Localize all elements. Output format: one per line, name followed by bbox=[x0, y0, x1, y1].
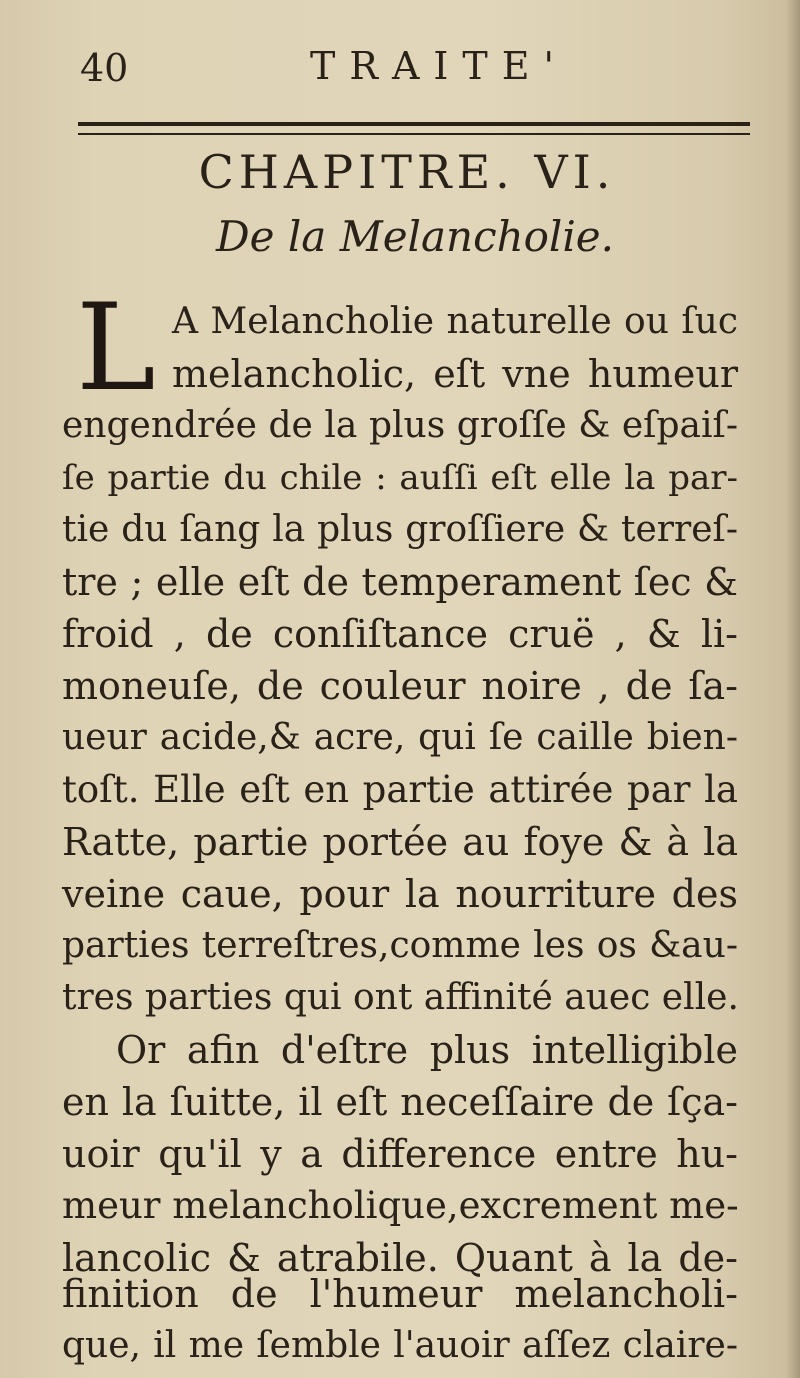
chapter-heading: CHAPITRE. VI. bbox=[198, 145, 616, 199]
text-line: lancolic & atrabile. Quant à la de- bbox=[62, 1236, 738, 1280]
text-line: moneuſe, de couleur noire , de ſa- bbox=[62, 664, 738, 708]
text-line: tres parties qui ont affinité auec elle. bbox=[62, 977, 739, 1018]
text-line: melancholic, eſt vne humeur bbox=[172, 352, 738, 396]
chapter-subtitle: De la Melancholie. bbox=[215, 212, 614, 261]
text-line: que, il me ſemble l'auoir aſſez claire- bbox=[62, 1325, 738, 1366]
text-line: finition de l'humeur melancholi- bbox=[62, 1272, 738, 1316]
text-line: engendrée de la plus groſſe & eſpaiſ- bbox=[62, 405, 738, 446]
text-line: toſt. Elle eſt en partie attirée par la bbox=[62, 768, 738, 811]
text-line: veine caue, pour la nourriture des bbox=[62, 872, 738, 916]
drop-cap: L bbox=[76, 279, 156, 418]
running-title: TRAITE' bbox=[310, 44, 568, 88]
page-number: 40 bbox=[80, 46, 129, 90]
text-line: uoir qu'il y a difference entre hu- bbox=[62, 1132, 738, 1176]
header-rule bbox=[78, 122, 750, 135]
text-line: froid , de conſiſtance cruë , & li- bbox=[62, 612, 738, 656]
text-line: Or afin d'eſtre plus intelligible bbox=[116, 1028, 738, 1072]
text-line: meur melancholique,excrement me- bbox=[62, 1184, 739, 1227]
running-head bbox=[80, 40, 740, 100]
text-line: A Melancholie naturelle ou ſuc bbox=[172, 301, 738, 342]
text-line: en la ſuitte, il eſt neceſſaire de ſça- bbox=[62, 1080, 738, 1124]
text-line: Ratte, partie portée au foye & à la bbox=[62, 820, 738, 864]
text-line: tie du ſang la plus groſſiere & terreſ- bbox=[62, 509, 738, 550]
text-line: parties terreſtres,comme les os &au- bbox=[62, 925, 738, 966]
text-line: ſe partie du chile : auſſi eſt elle la par- bbox=[62, 458, 738, 498]
text-line: tre ; elle eſt de temperament ſec & bbox=[62, 560, 738, 604]
text-line: ueur acide,& acre, qui ſe caille bien- bbox=[62, 717, 738, 758]
